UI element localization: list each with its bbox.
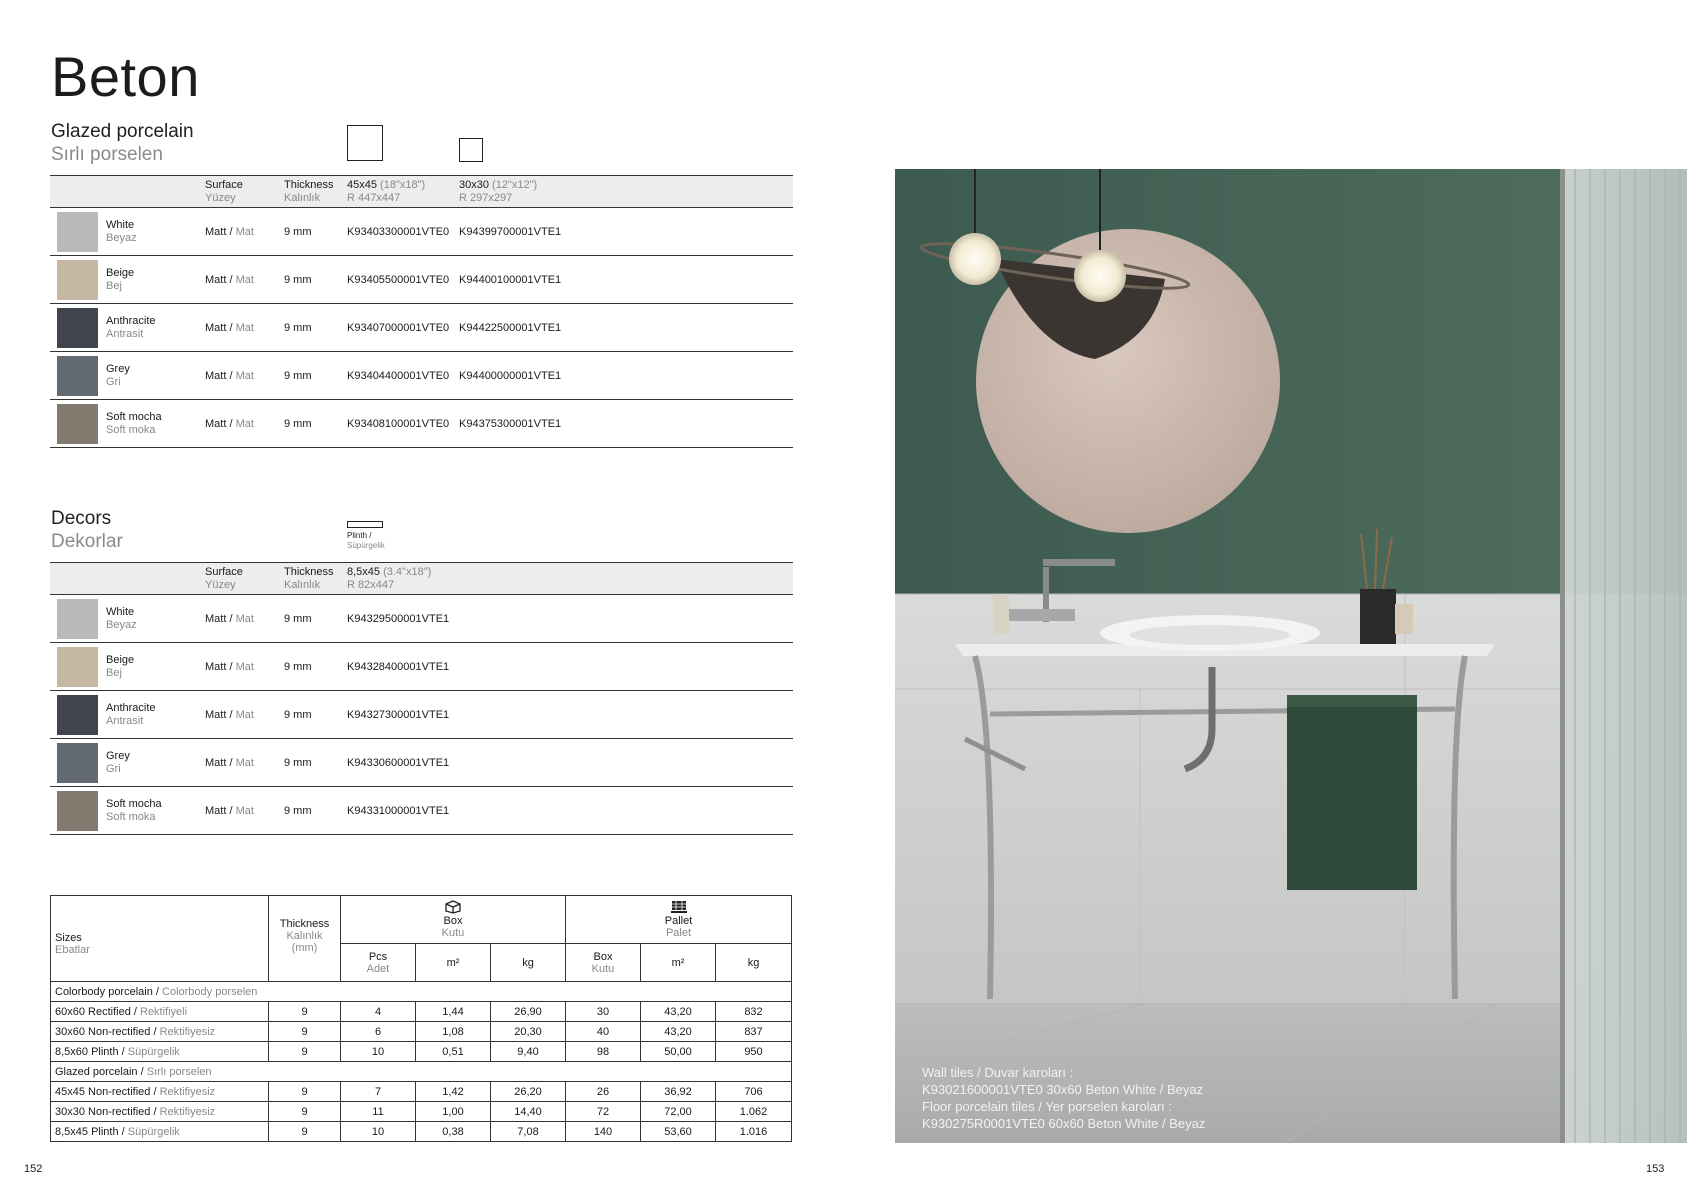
pcs-cell: 10 (341, 1042, 416, 1062)
box-kg-cell: 26,20 (491, 1082, 566, 1102)
pallet-icon (670, 900, 688, 914)
pallet-m2-cell: 53,60 (641, 1122, 716, 1142)
product-code: K94329500001VTE1 (347, 613, 450, 625)
thickness-cell: 9 mm (284, 709, 312, 721)
pallet-boxes-cell: 40 (566, 1022, 641, 1042)
bathroom-photo (895, 169, 1687, 1143)
group-label: Colorbody porcelain / Colorbody porselen (51, 982, 792, 1002)
group-row (51, 1062, 792, 1082)
box-m2-header: m² (416, 944, 491, 982)
pallet-kg-cell: 950 (716, 1042, 792, 1062)
glazed-heading (51, 120, 194, 166)
pallet-boxes-cell: 30 (566, 1002, 641, 1022)
pallet-m2-header: m² (641, 944, 716, 982)
table-row (50, 352, 793, 400)
color-name: Soft mocha Soft moka (106, 798, 162, 823)
pallet-m2-cell: 36,92 (641, 1082, 716, 1102)
box-kg-cell: 9,40 (491, 1042, 566, 1062)
product-code: K94331000001VTE1 (347, 805, 450, 817)
surface-cell: Matt / Mat (205, 274, 254, 286)
product-code: K93403300001VTE0 (347, 226, 450, 238)
pallet-m2-cell: 43,20 (641, 1022, 716, 1042)
pallet-boxes-cell: 72 (566, 1102, 641, 1122)
thickness-cell: 9 (269, 1122, 341, 1142)
table-row (51, 1022, 792, 1042)
color-swatch (57, 791, 98, 831)
color-name: Soft mocha Soft moka (106, 411, 162, 436)
glazed-table-header (50, 175, 793, 208)
product-code: K94422500001VTE1 (459, 322, 562, 334)
packing-table (50, 895, 792, 1142)
group-label: Glazed porcelain / Sırlı porselen (51, 1062, 792, 1082)
table-row (50, 643, 793, 691)
decors-table (50, 562, 793, 835)
page-title: Beton (51, 45, 200, 108)
surface-cell: Matt / Mat (205, 757, 254, 769)
plinth-tile-icon (347, 521, 383, 528)
page-number-left: 152 (24, 1163, 43, 1175)
surface-cell: Matt / Mat (205, 226, 254, 238)
pallet-kg-cell: 1.016 (716, 1122, 792, 1142)
size-cell: 8,5x60 Plinth / Süpürgelik (51, 1042, 269, 1062)
box-header: Box Kutu (341, 896, 566, 944)
group-row (51, 982, 792, 1002)
thickness-header: Thickness Kalınlık (284, 566, 334, 591)
color-name: White Beyaz (106, 606, 137, 631)
color-name: Anthracite Antrasit (106, 315, 156, 340)
thickness-cell: 9 mm (284, 805, 312, 817)
caption-line-1: Wall tiles / Duvar karoları : (922, 1065, 1074, 1080)
color-name: Beige Bej (106, 654, 135, 679)
pcs-cell: 4 (341, 1002, 416, 1022)
table-row (51, 1102, 792, 1122)
box-m2-cell: 1,42 (416, 1082, 491, 1102)
surface-cell: Matt / Mat (205, 709, 254, 721)
pallet-boxes-cell: 140 (566, 1122, 641, 1142)
photo-caption (922, 1064, 1205, 1132)
color-swatch (57, 647, 98, 687)
thickness-cell: 9 mm (284, 226, 312, 238)
surface-header: Surface Yüzey (205, 566, 243, 591)
color-name: Grey Gri (106, 363, 130, 388)
product-code: K93405500001VTE0 (347, 274, 450, 286)
thickness-cell: 9 (269, 1082, 341, 1102)
product-code: K93408100001VTE0 (347, 418, 450, 430)
table-row (50, 256, 793, 304)
bathroom-illustration (895, 169, 1687, 1143)
pallet-boxes-cell: 26 (566, 1082, 641, 1102)
size-45x45-header: 45x45 (18"x18") R 447x447 (347, 179, 426, 204)
table-row (51, 1122, 792, 1142)
plinth-caption: Plinth / Süpürgelik (347, 531, 385, 550)
box-m2-cell: 0,51 (416, 1042, 491, 1062)
page-number-right: 153 (1646, 1163, 1665, 1175)
box-m2-cell: 1,44 (416, 1002, 491, 1022)
product-code: K94399700001VTE1 (459, 226, 562, 238)
pallet-kg-header: kg (716, 944, 792, 982)
product-code: K94328400001VTE1 (347, 661, 450, 673)
pcs-cell: 6 (341, 1022, 416, 1042)
table-row (51, 1082, 792, 1102)
pcs-cell: 10 (341, 1122, 416, 1142)
table-row (50, 691, 793, 739)
box-m2-cell: 0,38 (416, 1122, 491, 1142)
color-name: Anthracite Antrasit (106, 702, 156, 727)
surface-header: Surface Yüzey (205, 179, 243, 204)
thickness-cell: 9 mm (284, 613, 312, 625)
color-swatch (57, 404, 98, 444)
color-swatch (57, 695, 98, 735)
thickness-cell: 9 mm (284, 322, 312, 334)
caption-line-3: Floor porcelain tiles / Yer porselen karoları : (922, 1099, 1173, 1114)
product-code: K94330600001VTE1 (347, 757, 450, 769)
thickness-cell: 9 mm (284, 274, 312, 286)
pallet-kg-cell: 706 (716, 1082, 792, 1102)
size-8-5x45-header: 8,5x45 (3.4"x18") R 82x447 (347, 566, 432, 591)
table-row (50, 400, 793, 448)
product-code: K93404400001VTE0 (347, 370, 450, 382)
product-code: K94327300001VTE1 (347, 709, 450, 721)
pcs-cell: 7 (341, 1082, 416, 1102)
pallet-m2-cell: 50,00 (641, 1042, 716, 1062)
size-cell: 30x60 Non-rectified / Rektifiyesiz (51, 1022, 269, 1042)
table-row (51, 1042, 792, 1062)
table-row (50, 208, 793, 256)
color-swatch (57, 308, 98, 348)
table-row (50, 787, 793, 835)
tile-45x45-icon (347, 125, 383, 161)
box-kg-header: kg (491, 944, 566, 982)
color-swatch (57, 743, 98, 783)
pallet-kg-cell: 837 (716, 1022, 792, 1042)
color-name: White Beyaz (106, 219, 137, 244)
thickness-cell: 9 (269, 1002, 341, 1022)
surface-cell: Matt / Mat (205, 370, 254, 382)
decors-heading-en: Decors (51, 508, 112, 529)
thickness-cell: 9 (269, 1042, 341, 1062)
glazed-table (50, 175, 793, 448)
color-swatch (57, 599, 98, 639)
thickness-header: Thickness Kalınlık (284, 179, 334, 204)
product-code: K94400000001VTE1 (459, 370, 562, 382)
thickness-cell: 9 (269, 1102, 341, 1122)
table-row (50, 595, 793, 643)
sizes-header: Sizes Ebatlar (51, 896, 269, 982)
thickness-header: Thickness Kalınlık (mm) (269, 896, 341, 982)
pallet-header: Pallet Palet (566, 896, 792, 944)
size-cell: 30x30 Non-rectified / Rektifiyesiz (51, 1102, 269, 1122)
thickness-cell: 9 mm (284, 370, 312, 382)
color-name: Grey Gri (106, 750, 130, 775)
decors-heading-tr: Dekorlar (51, 531, 123, 552)
pallet-boxes-cell: 98 (566, 1042, 641, 1062)
caption-line-4: K930275R0001VTE0 60x60 Beton White / Beyaz (922, 1116, 1206, 1131)
box-kg-cell: 14,40 (491, 1102, 566, 1122)
table-row (50, 304, 793, 352)
product-code: K93407000001VTE0 (347, 322, 450, 334)
thickness-cell: 9 mm (284, 661, 312, 673)
thickness-cell: 9 (269, 1022, 341, 1042)
color-swatch (57, 260, 98, 300)
surface-cell: Matt / Mat (205, 418, 254, 430)
size-30x30-header: 30x30 (12"x12") R 297x297 (459, 179, 538, 204)
box-kg-cell: 20,30 (491, 1022, 566, 1042)
pcs-header: Pcs Adet (341, 944, 416, 982)
size-cell: 60x60 Rectified / Rektifiyeli (51, 1002, 269, 1022)
product-code: K94400100001VTE1 (459, 274, 562, 286)
color-swatch (57, 356, 98, 396)
box-kg-cell: 7,08 (491, 1122, 566, 1142)
table-row (50, 739, 793, 787)
color-name: Beige Bej (106, 267, 135, 292)
pallet-m2-cell: 43,20 (641, 1002, 716, 1022)
surface-cell: Matt / Mat (205, 661, 254, 673)
box-icon (444, 900, 462, 914)
surface-cell: Matt / Mat (205, 613, 254, 625)
thickness-cell: 9 mm (284, 418, 312, 430)
color-swatch (57, 212, 98, 252)
pallet-kg-cell: 832 (716, 1002, 792, 1022)
surface-cell: Matt / Mat (205, 322, 254, 334)
size-cell: 8,5x45 Plinth / Süpürgelik (51, 1122, 269, 1142)
tile-30x30-icon (459, 138, 483, 162)
product-code: K94375300001VTE1 (459, 418, 562, 430)
decors-table-header (50, 562, 793, 595)
table-row (51, 1002, 792, 1022)
pcs-cell: 11 (341, 1102, 416, 1122)
box-m2-cell: 1,00 (416, 1102, 491, 1122)
glazed-heading-en: Glazed porcelain (51, 121, 194, 142)
pallet-kg-cell: 1.062 (716, 1102, 792, 1122)
surface-cell: Matt / Mat (205, 805, 254, 817)
pallet-m2-cell: 72,00 (641, 1102, 716, 1122)
size-cell: 45x45 Non-rectified / Rektifiyesiz (51, 1082, 269, 1102)
box-m2-cell: 1,08 (416, 1022, 491, 1042)
box-kg-cell: 26,90 (491, 1002, 566, 1022)
pallet-boxes-header: Box Kutu (566, 944, 641, 982)
decors-heading (51, 507, 123, 553)
glazed-heading-tr: Sırlı porselen (51, 144, 163, 165)
thickness-cell: 9 mm (284, 757, 312, 769)
caption-line-2: K93021600001VTE0 30x60 Beton White / Beyaz (922, 1082, 1204, 1097)
